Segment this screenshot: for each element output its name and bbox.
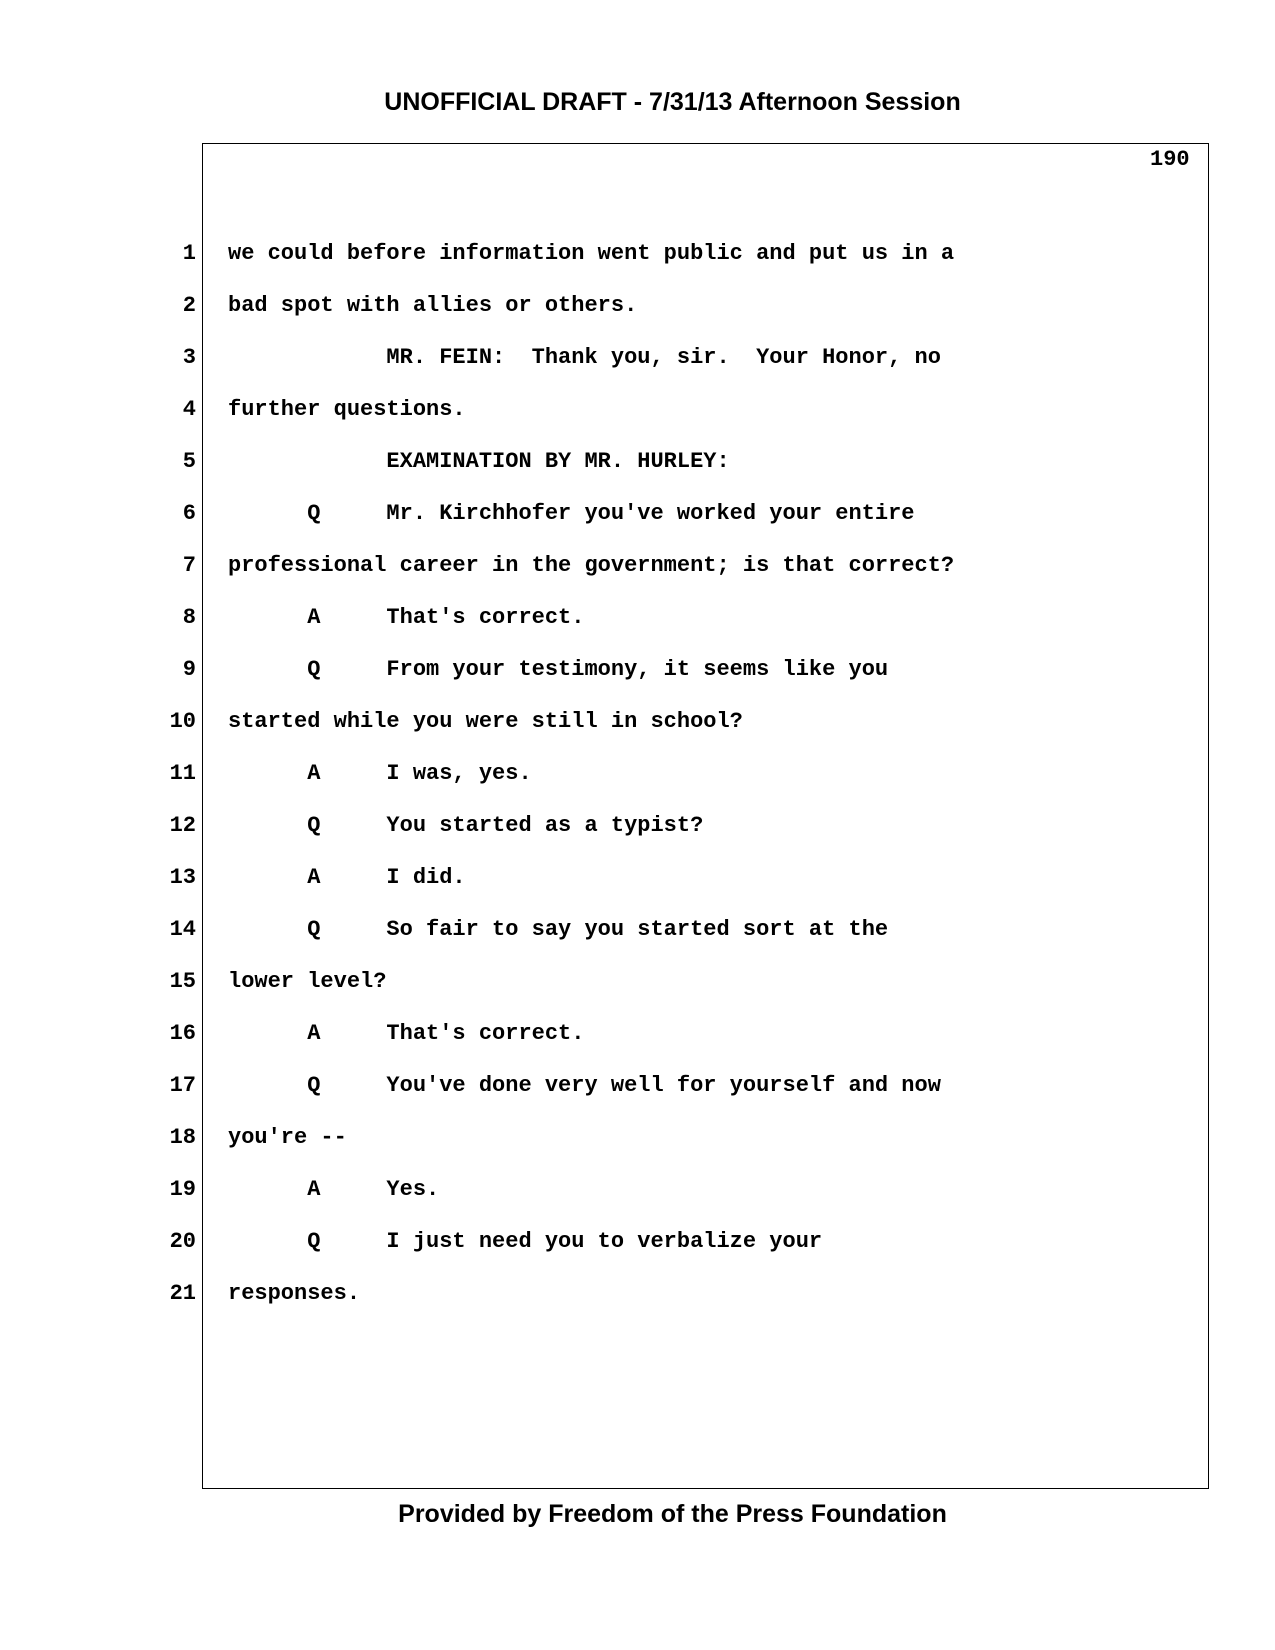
line-number: 3 xyxy=(182,345,196,370)
line-text: A I did. xyxy=(228,865,466,890)
line-number: 9 xyxy=(182,657,196,682)
page-number: 190 xyxy=(1150,147,1190,172)
line-text: A That's correct. xyxy=(228,605,585,630)
line-number: 20 xyxy=(169,1229,196,1254)
line-number: 7 xyxy=(182,553,196,578)
line-number: 4 xyxy=(182,397,196,422)
transcript-line xyxy=(0,540,1275,592)
transcript-line xyxy=(0,644,1275,696)
line-text: Q I just need you to verbalize your xyxy=(228,1229,823,1254)
transcript-line xyxy=(0,904,1275,956)
line-number: 18 xyxy=(169,1125,196,1150)
line-text: you're -- xyxy=(228,1125,347,1150)
line-number: 19 xyxy=(169,1177,196,1202)
line-number: 12 xyxy=(169,813,196,838)
line-number: 13 xyxy=(169,865,196,890)
line-number: 2 xyxy=(182,293,196,318)
line-text: A I was, yes. xyxy=(228,761,532,786)
transcript-line xyxy=(0,280,1275,332)
line-number: 15 xyxy=(169,969,196,994)
line-text: responses. xyxy=(228,1281,361,1306)
line-text: MR. FEIN: Thank you, sir. Your Honor, no xyxy=(228,345,941,370)
line-text: lower level? xyxy=(228,969,387,994)
transcript-line xyxy=(0,332,1275,384)
transcript-line xyxy=(0,488,1275,540)
line-text: started while you were still in school? xyxy=(228,709,743,734)
transcript-line xyxy=(0,436,1275,488)
transcript-line xyxy=(0,852,1275,904)
line-text: Q You've done very well for yourself and now xyxy=(228,1073,941,1098)
line-text: Q You started as a typist? xyxy=(228,813,704,838)
line-text: bad spot with allies or others. xyxy=(228,293,638,318)
transcript-line xyxy=(0,1060,1275,1112)
line-number: 5 xyxy=(182,449,196,474)
transcript-line xyxy=(0,1164,1275,1216)
transcript-line xyxy=(0,1008,1275,1060)
line-number: 14 xyxy=(169,917,196,942)
transcript-line xyxy=(0,956,1275,1008)
document-footer: Provided by Freedom of the Press Foundation xyxy=(398,1500,947,1528)
line-text: Q So fair to say you started sort at the xyxy=(228,917,889,942)
line-text: professional career in the government; is that correct? xyxy=(228,553,955,578)
line-number: 1 xyxy=(182,241,196,266)
line-text: Q From your testimony, it seems like you xyxy=(228,657,889,682)
transcript-line xyxy=(0,800,1275,852)
transcript-line xyxy=(0,1268,1275,1320)
transcript-line xyxy=(0,696,1275,748)
line-text: we could before information went public and put us in a xyxy=(228,241,955,266)
line-number: 6 xyxy=(182,501,196,526)
line-text: further questions. xyxy=(228,397,466,422)
transcript-line xyxy=(0,748,1275,800)
line-number: 8 xyxy=(182,605,196,630)
line-number: 11 xyxy=(169,761,196,786)
line-number: 21 xyxy=(169,1281,196,1306)
line-text: EXAMINATION BY MR. HURLEY: xyxy=(228,449,730,474)
transcript-line xyxy=(0,1216,1275,1268)
line-text: A Yes. xyxy=(228,1177,440,1202)
transcript-line xyxy=(0,1112,1275,1164)
transcript-line xyxy=(0,592,1275,644)
line-number: 10 xyxy=(169,709,196,734)
transcript-line xyxy=(0,384,1275,436)
line-text: Q Mr. Kirchhofer you've worked your entire xyxy=(228,501,915,526)
line-text: A That's correct. xyxy=(228,1021,585,1046)
line-number: 17 xyxy=(169,1073,196,1098)
document-header: UNOFFICIAL DRAFT - 7/31/13 Afternoon Session xyxy=(384,88,961,116)
line-number: 16 xyxy=(169,1021,196,1046)
transcript-line xyxy=(0,228,1275,280)
